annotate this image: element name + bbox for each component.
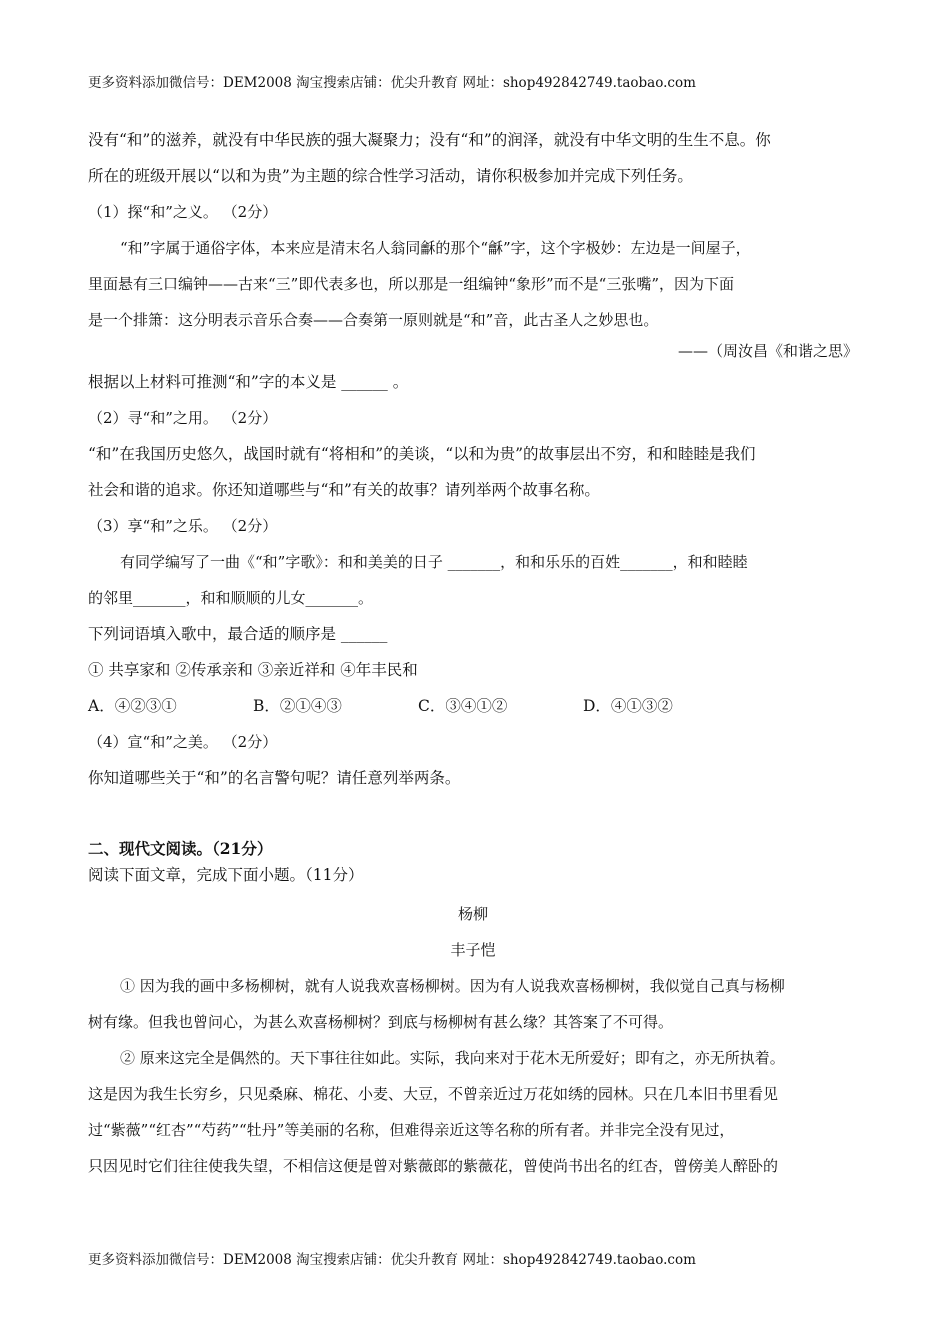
task1-question: 根据以上材料可推测“和”字的本义是 ______ 。	[88, 373, 409, 391]
intro-line: 所在的班级开展以“以和为贵”为主题的综合性学习活动，请你积极参加并完成下列任务。	[88, 167, 693, 185]
option-a: A．④②③①	[88, 697, 177, 715]
article-paragraph-line: 这是因为我生长穷乡，只见桑麻、棉花、小麦、大豆，不曾亲近过万花如绣的园林。只在几本旧书里看见	[88, 1085, 779, 1103]
task2-line: “和”在我国历史悠久，战国时就有“将相和”的美谈，“以和为贵”的故事层出不穷，和和睦睦是我们	[88, 445, 756, 463]
option-b: B．②①④③	[253, 697, 342, 715]
task1-material-line: 是一个排箫：这分明表示音乐合奏——合奏第一原则就是“和”音，此古圣人之妙思也。	[88, 311, 659, 329]
section2-instruction: 阅读下面文章，完成下面小题。（11分）	[88, 866, 364, 884]
task3-song-line: 有同学编写了一曲《“和”字歌》：和和美美的日子 _______，和和乐乐的百姓_______，和和睦睦	[120, 553, 748, 571]
task3-question: 下列词语填入歌中，最合适的顺序是 ______	[88, 625, 388, 643]
article-paragraph-line: ② 原来这完全是偶然的。天下事往往如此。实际，我向来对于花木无所爱好；即有之，亦无所执着。	[120, 1049, 785, 1067]
option-d: D．④①③②	[583, 697, 673, 715]
article-author: 丰子恺	[450, 941, 496, 959]
article-title: 杨柳	[457, 905, 488, 923]
task4-title: （4）宣“和”之美。 （2分）	[88, 733, 278, 751]
task2-line: 社会和谐的追求。你还知道哪些与“和”有关的故事？请列举两个故事名称。	[88, 481, 600, 499]
task3-title: （3）享“和”之乐。 （2分）	[88, 517, 278, 535]
section2-title: 二、现代文阅读。（21分）	[88, 839, 273, 858]
task3-options	[88, 688, 858, 724]
task1-source: ——（周汝昌《和谐之思》	[677, 342, 858, 360]
section-spacer	[88, 796, 858, 836]
document-body	[88, 122, 858, 1184]
task2-title: （2）寻“和”之用。 （2分）	[88, 409, 278, 427]
article-paragraph-line: 树有缘。但我也曾问心，为甚么欢喜杨柳树？到底与杨柳树有甚么缘？其答案了不可得。	[88, 1013, 674, 1031]
task1-material-line: “和”字属于通俗字体，本来应是清末名人翁同龢的那个“龢”字，这个字极妙：左边是一间屋子，	[120, 239, 751, 257]
task3-words: ① 共享家和 ②传承亲和 ③亲近祥和 ④年丰民和	[88, 661, 418, 679]
task4-question: 你知道哪些关于“和”的名言警句呢？请任意列举两条。	[88, 769, 461, 787]
article-paragraph-line: 只因见时它们往往使我失望，不相信这便是曾对紫薇郎的紫薇花，曾使尚书出名的红杏，曾傍美人醉卧的	[88, 1157, 779, 1175]
task3-song-line: 的邻里_______，和和顺顺的儿女_______。	[88, 589, 374, 607]
task1-title: （1）探“和”之义。 （2分）	[88, 203, 278, 221]
page-footer: 更多资料添加微信号：DEM2008 淘宝搜索店铺：优尖升教育 网址：shop492842749.taobao.com	[88, 1252, 696, 1268]
article-paragraph-line: ① 因为我的画中多杨柳树，就有人说我欢喜杨柳树。因为有人说我欢喜杨柳树，我似觉自己真与杨柳	[120, 977, 785, 995]
option-c: C．③④①②	[418, 697, 508, 715]
task1-material-line: 里面悬有三口编钟——古来“三”即代表多也，所以那是一组编钟“象形”而不是“三张嘴”，因为下面	[88, 275, 735, 293]
article-paragraph-line: 过“紫薇”“红杏”“芍药”“牡丹”等美丽的名称，但难得亲近这等名称的所有者。并非完全没有见过，	[88, 1121, 735, 1139]
intro-line: 没有“和”的滋养，就没有中华民族的强大凝聚力；没有“和”的润泽，就没有中华文明的生生不息。你	[88, 131, 771, 149]
page-header: 更多资料添加微信号：DEM2008 淘宝搜索店铺：优尖升教育 网址：shop492842749.taobao.com	[88, 75, 696, 91]
